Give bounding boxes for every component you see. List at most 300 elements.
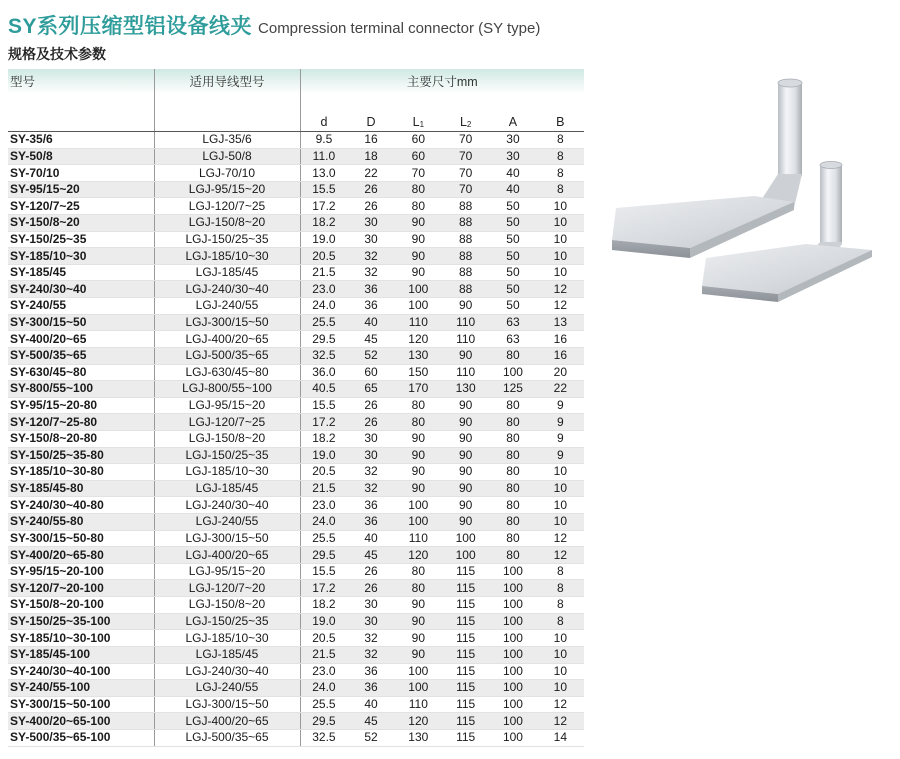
table-row: [8, 530, 584, 547]
table-row: [8, 414, 584, 431]
cell-b: 10: [537, 464, 584, 481]
cell-wire: LGJ-240/30~40: [154, 663, 300, 680]
cell-wire: LGJ-240/55: [154, 298, 300, 315]
table-row: [8, 264, 584, 281]
cell-b: 12: [537, 281, 584, 298]
cell-l1: 100: [395, 680, 442, 697]
cell-d: 25.5: [300, 530, 347, 547]
cell-d: 32: [347, 646, 394, 663]
table-row: [8, 381, 584, 398]
cell-a: 80: [489, 464, 536, 481]
cell-d: 32: [347, 264, 394, 281]
cell-b: 14: [537, 729, 584, 746]
cell-d: 15.5: [300, 397, 347, 414]
cell-a: 80: [489, 397, 536, 414]
cell-b: 13: [537, 314, 584, 331]
cell-l1: 100: [395, 663, 442, 680]
cell-a: 100: [489, 729, 536, 746]
cell-wire: LGJ-70/10: [154, 165, 300, 182]
cell-l2: 100: [442, 547, 489, 564]
cell-l1: 90: [395, 464, 442, 481]
cell-l1: 130: [395, 729, 442, 746]
cell-d: 18.2: [300, 430, 347, 447]
cell-a: 100: [489, 563, 536, 580]
cell-model: SY-185/45-100: [8, 646, 154, 663]
cell-a: 40: [489, 181, 536, 198]
cell-l1: 90: [395, 231, 442, 248]
cell-b: 10: [537, 231, 584, 248]
cell-model: SY-150/8~20-100: [8, 597, 154, 614]
cell-model: SY-500/35~65-100: [8, 729, 154, 746]
cell-d: 36: [347, 298, 394, 315]
cell-d: 52: [347, 347, 394, 364]
cell-d: 22: [347, 165, 394, 182]
cell-d: 29.5: [300, 331, 347, 348]
cell-wire: LGJ-150/25~35: [154, 231, 300, 248]
cell-l1: 80: [395, 580, 442, 597]
cell-wire: LGJ-240/30~40: [154, 281, 300, 298]
cell-d: 19.0: [300, 447, 347, 464]
header-model-spacer: [8, 94, 154, 132]
cell-l2: 90: [442, 298, 489, 315]
cell-model: SY-185/45-80: [8, 480, 154, 497]
cell-l2: 70: [442, 132, 489, 149]
cell-d: 30: [347, 215, 394, 232]
table-row: [8, 630, 584, 647]
cell-d: 25.5: [300, 314, 347, 331]
cell-d: 32: [347, 630, 394, 647]
cell-a: 100: [489, 696, 536, 713]
cell-l1: 60: [395, 148, 442, 165]
cell-wire: LGJ-240/55: [154, 514, 300, 531]
cell-l1: 100: [395, 497, 442, 514]
cell-model: SY-95/15~20-100: [8, 563, 154, 580]
cell-model: SY-95/15~20-80: [8, 397, 154, 414]
cell-d: 21.5: [300, 480, 347, 497]
cell-d: 36: [347, 281, 394, 298]
cell-l1: 110: [395, 314, 442, 331]
cell-model: SY-300/15~50: [8, 314, 154, 331]
table-row: [8, 248, 584, 265]
cell-d: 26: [347, 198, 394, 215]
cell-d: 45: [347, 713, 394, 730]
cell-b: 8: [537, 148, 584, 165]
cell-b: 16: [537, 347, 584, 364]
cell-l2: 90: [442, 514, 489, 531]
cell-model: SY-120/7~25: [8, 198, 154, 215]
cell-model: SY-240/55-80: [8, 514, 154, 531]
cell-d: 19.0: [300, 231, 347, 248]
cell-model: SY-120/7~20-100: [8, 580, 154, 597]
cell-wire: LGJ-95/15~20: [154, 181, 300, 198]
cell-l1: 90: [395, 264, 442, 281]
cell-wire: LGJ-120/7~25: [154, 414, 300, 431]
cell-l1: 120: [395, 547, 442, 564]
cell-d: 36: [347, 514, 394, 531]
table-row: [8, 314, 584, 331]
table-row: [8, 646, 584, 663]
cell-d: 13.0: [300, 165, 347, 182]
cell-b: 16: [537, 331, 584, 348]
cell-a: 50: [489, 298, 536, 315]
cell-b: 12: [537, 530, 584, 547]
cell-l2: 90: [442, 447, 489, 464]
cell-b: 8: [537, 165, 584, 182]
cell-wire: LGJ-150/8~20: [154, 215, 300, 232]
cell-d: 25.5: [300, 696, 347, 713]
cell-b: 8: [537, 613, 584, 630]
cell-l2: 115: [442, 563, 489, 580]
cell-a: 80: [489, 514, 536, 531]
cell-b: 12: [537, 713, 584, 730]
cell-wire: LGJ-185/45: [154, 646, 300, 663]
cell-a: 30: [489, 148, 536, 165]
cell-l1: 90: [395, 630, 442, 647]
cell-b: 20: [537, 364, 584, 381]
table-row: [8, 663, 584, 680]
table-row: [8, 729, 584, 746]
cell-wire: LGJ-150/25~35: [154, 613, 300, 630]
header-model: 型号: [8, 69, 154, 94]
table-row: [8, 198, 584, 215]
cell-l2: 115: [442, 713, 489, 730]
cell-model: SY-400/20~65-100: [8, 713, 154, 730]
cell-d: 45: [347, 331, 394, 348]
header-dim-l2: [442, 94, 489, 132]
cell-model: SY-240/55: [8, 298, 154, 315]
table-row: [8, 563, 584, 580]
cell-b: 9: [537, 397, 584, 414]
cell-a: 80: [489, 547, 536, 564]
cell-d: 16: [347, 132, 394, 149]
cell-wire: LGJ-300/15~50: [154, 530, 300, 547]
cell-l2: 90: [442, 464, 489, 481]
cell-b: 10: [537, 198, 584, 215]
cell-l2: 100: [442, 530, 489, 547]
header-dim-a: [489, 94, 536, 132]
cell-l1: 150: [395, 364, 442, 381]
cell-d: 40.5: [300, 381, 347, 398]
cell-b: 10: [537, 646, 584, 663]
cell-l2: 115: [442, 613, 489, 630]
cell-model: SY-150/25~35-80: [8, 447, 154, 464]
cell-d: 60: [347, 364, 394, 381]
cell-a: 50: [489, 264, 536, 281]
cell-l1: 80: [395, 563, 442, 580]
table-row: [8, 331, 584, 348]
title-chinese: SY系列压缩型铝设备线夹: [8, 15, 253, 38]
cell-d: 20.5: [300, 248, 347, 265]
cell-d: 32.5: [300, 347, 347, 364]
spec-table: [8, 69, 584, 747]
cell-d: 21.5: [300, 646, 347, 663]
table-row: [8, 480, 584, 497]
table-row: [8, 364, 584, 381]
cell-a: 30: [489, 132, 536, 149]
cell-d: 36: [347, 497, 394, 514]
cell-d: 30: [347, 430, 394, 447]
cell-a: 63: [489, 314, 536, 331]
cell-d: 32: [347, 464, 394, 481]
cell-d: 32: [347, 480, 394, 497]
cell-d: 20.5: [300, 630, 347, 647]
cell-a: 100: [489, 613, 536, 630]
header-main-dimensions: 主要尺寸mm: [300, 69, 584, 94]
cell-model: SY-300/15~50-100: [8, 696, 154, 713]
cell-d: 36: [347, 680, 394, 697]
cell-d: 26: [347, 181, 394, 198]
cell-b: 10: [537, 264, 584, 281]
cell-d: 52: [347, 729, 394, 746]
cell-b: 8: [537, 597, 584, 614]
cell-wire: LGJ-185/45: [154, 264, 300, 281]
cell-b: 12: [537, 547, 584, 564]
table-row: [8, 181, 584, 198]
cell-d: 36.0: [300, 364, 347, 381]
header-dim-label: D: [366, 115, 376, 129]
cell-wire: LGJ-50/8: [154, 148, 300, 165]
cell-d: 32: [347, 248, 394, 265]
table-row: [8, 231, 584, 248]
cell-wire: LGJ-120/7~20: [154, 580, 300, 597]
cell-l1: 90: [395, 597, 442, 614]
table-row: [8, 497, 584, 514]
cell-model: SY-240/30~40-100: [8, 663, 154, 680]
cell-d: 40: [347, 696, 394, 713]
cell-wire: LGJ-400/20~65: [154, 547, 300, 564]
cell-d: 18: [347, 148, 394, 165]
header-dim-d: [347, 94, 394, 132]
cell-d: 23.0: [300, 663, 347, 680]
cell-l1: 70: [395, 165, 442, 182]
header-dim-subscript: 2: [466, 120, 472, 129]
cell-model: SY-800/55~100: [8, 381, 154, 398]
cell-wire: LGJ-400/20~65: [154, 713, 300, 730]
cell-b: 8: [537, 563, 584, 580]
cell-wire: LGJ-35/6: [154, 132, 300, 149]
cell-d: 9.5: [300, 132, 347, 149]
cell-l2: 110: [442, 314, 489, 331]
cell-l1: 90: [395, 447, 442, 464]
cell-model: SY-185/10~30: [8, 248, 154, 265]
cell-d: 26: [347, 397, 394, 414]
cell-d: 18.2: [300, 215, 347, 232]
cell-model: SY-185/45: [8, 264, 154, 281]
cell-wire: LGJ-185/10~30: [154, 630, 300, 647]
cell-d: 18.2: [300, 597, 347, 614]
cell-wire: LGJ-150/25~35: [154, 447, 300, 464]
cell-l1: 80: [395, 181, 442, 198]
cell-l2: 110: [442, 331, 489, 348]
cell-wire: LGJ-300/15~50: [154, 696, 300, 713]
cell-a: 100: [489, 646, 536, 663]
cell-a: 125: [489, 381, 536, 398]
page-title: [8, 10, 540, 40]
product-photo-terminal-connectors: [606, 78, 888, 304]
cell-d: 45: [347, 547, 394, 564]
table-row: [8, 298, 584, 315]
cell-wire: LGJ-185/45: [154, 480, 300, 497]
cell-b: 12: [537, 298, 584, 315]
cell-l1: 80: [395, 414, 442, 431]
cell-d: 17.2: [300, 414, 347, 431]
cell-d: 29.5: [300, 713, 347, 730]
connector-rear: [612, 79, 802, 258]
cell-l2: 115: [442, 580, 489, 597]
cell-model: SY-240/30~40-80: [8, 497, 154, 514]
cell-model: SY-300/15~50-80: [8, 530, 154, 547]
cell-a: 100: [489, 663, 536, 680]
cell-wire: LGJ-240/30~40: [154, 497, 300, 514]
cell-l1: 130: [395, 347, 442, 364]
cell-l2: 88: [442, 198, 489, 215]
cell-a: 100: [489, 364, 536, 381]
cell-model: SY-400/20~65: [8, 331, 154, 348]
cell-l2: 115: [442, 729, 489, 746]
cell-a: 100: [489, 713, 536, 730]
table-row: [8, 597, 584, 614]
cell-l2: 90: [442, 480, 489, 497]
cell-d: 32.5: [300, 729, 347, 746]
cell-d: 26: [347, 414, 394, 431]
cell-model: SY-240/55-100: [8, 680, 154, 697]
cell-d: 36: [347, 663, 394, 680]
cell-d: 30: [347, 597, 394, 614]
cell-l2: 115: [442, 646, 489, 663]
table-row: [8, 613, 584, 630]
cell-l1: 120: [395, 331, 442, 348]
table-row: [8, 215, 584, 232]
cell-wire: LGJ-630/45~80: [154, 364, 300, 381]
cell-b: 8: [537, 181, 584, 198]
cell-l1: 90: [395, 613, 442, 630]
cell-l2: 90: [442, 347, 489, 364]
cell-a: 80: [489, 480, 536, 497]
cell-b: 10: [537, 663, 584, 680]
cell-l2: 70: [442, 165, 489, 182]
table-row: [8, 514, 584, 531]
table-row: [8, 281, 584, 298]
cell-model: SY-630/45~80: [8, 364, 154, 381]
spec-table-body: [8, 132, 584, 747]
cell-b: 8: [537, 580, 584, 597]
cell-model: SY-50/8: [8, 148, 154, 165]
header-dim-label: A: [508, 115, 518, 129]
cell-d: 65: [347, 381, 394, 398]
cell-l2: 88: [442, 281, 489, 298]
cell-d: 24.0: [300, 298, 347, 315]
cell-wire: LGJ-120/7~25: [154, 198, 300, 215]
cell-l2: 115: [442, 630, 489, 647]
cell-l1: 110: [395, 530, 442, 547]
cell-l1: 120: [395, 713, 442, 730]
cell-wire: LGJ-240/55: [154, 680, 300, 697]
table-row: [8, 464, 584, 481]
cell-l2: 70: [442, 181, 489, 198]
cell-model: SY-95/15~20: [8, 181, 154, 198]
cell-model: SY-150/25~35: [8, 231, 154, 248]
header-dim-label: B: [556, 115, 565, 129]
cell-l2: 70: [442, 148, 489, 165]
cell-d: 24.0: [300, 514, 347, 531]
cell-l2: 115: [442, 663, 489, 680]
cell-l2: 115: [442, 696, 489, 713]
cell-d: 15.5: [300, 563, 347, 580]
table-row: [8, 696, 584, 713]
cell-l2: 90: [442, 497, 489, 514]
cell-a: 50: [489, 248, 536, 265]
cell-model: SY-400/20~65-80: [8, 547, 154, 564]
cell-a: 80: [489, 497, 536, 514]
cell-b: 12: [537, 696, 584, 713]
cell-model: SY-185/10~30-100: [8, 630, 154, 647]
cell-wire: LGJ-800/55~100: [154, 381, 300, 398]
cell-a: 100: [489, 630, 536, 647]
cell-d: 11.0: [300, 148, 347, 165]
cell-model: SY-240/30~40: [8, 281, 154, 298]
cell-l2: 115: [442, 597, 489, 614]
cell-d: 24.0: [300, 680, 347, 697]
cell-l1: 80: [395, 397, 442, 414]
cell-d: 40: [347, 530, 394, 547]
cell-l2: 88: [442, 215, 489, 232]
cell-wire: LGJ-150/8~20: [154, 597, 300, 614]
cell-a: 50: [489, 215, 536, 232]
cell-d: 15.5: [300, 181, 347, 198]
cell-wire: LGJ-95/15~20: [154, 397, 300, 414]
cell-a: 63: [489, 331, 536, 348]
cell-b: 10: [537, 680, 584, 697]
cell-wire: LGJ-150/8~20: [154, 430, 300, 447]
table-row: [8, 547, 584, 564]
cell-d: 30: [347, 231, 394, 248]
cell-b: 10: [537, 630, 584, 647]
cell-wire: LGJ-185/10~30: [154, 464, 300, 481]
header-wire-spacer: [154, 94, 300, 132]
cell-d: 29.5: [300, 547, 347, 564]
cell-wire: LGJ-500/35~65: [154, 729, 300, 746]
table-row: [8, 397, 584, 414]
cell-a: 40: [489, 165, 536, 182]
cell-l1: 80: [395, 198, 442, 215]
cell-l1: 110: [395, 696, 442, 713]
cell-b: 10: [537, 480, 584, 497]
cell-d: 19.0: [300, 613, 347, 630]
cell-l1: 90: [395, 248, 442, 265]
cell-l1: 60: [395, 132, 442, 149]
cell-a: 80: [489, 530, 536, 547]
title-english: Compression terminal connector (SY type): [258, 20, 541, 37]
cell-l1: 100: [395, 514, 442, 531]
cell-a: 80: [489, 347, 536, 364]
cell-l1: 90: [395, 480, 442, 497]
cell-wire: LGJ-300/15~50: [154, 314, 300, 331]
cell-model: SY-120/7~25-80: [8, 414, 154, 431]
cell-a: 80: [489, 447, 536, 464]
table-row: [8, 347, 584, 364]
cell-l2: 90: [442, 414, 489, 431]
cell-l2: 115: [442, 680, 489, 697]
cell-l1: 100: [395, 281, 442, 298]
cell-d: 26: [347, 580, 394, 597]
cell-d: 20.5: [300, 464, 347, 481]
cell-wire: LGJ-500/35~65: [154, 347, 300, 364]
cell-d: 26: [347, 563, 394, 580]
cell-b: 9: [537, 414, 584, 431]
cell-a: 50: [489, 281, 536, 298]
cell-d: 30: [347, 613, 394, 630]
header-dim-label: L: [412, 115, 420, 129]
